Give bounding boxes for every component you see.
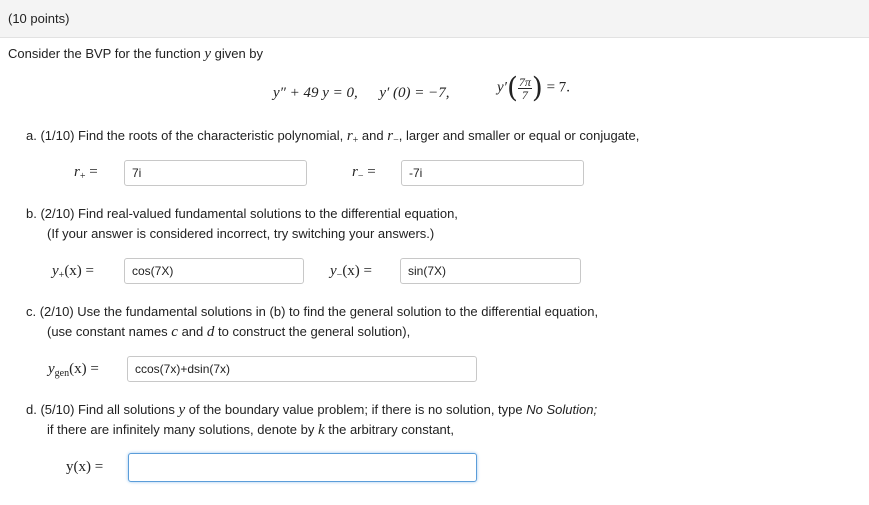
yplus-input[interactable] — [124, 258, 304, 284]
part-c-line1: c. (2/10) Use the fundamental solutions in (b) to find the general solution to the differential equation, — [26, 304, 599, 319]
rplus-inline-sym: r — [346, 128, 353, 144]
rminus-label — [352, 164, 376, 181]
fraction-7pi-over-7 — [518, 76, 532, 101]
ygen-label-sub: gen — [54, 368, 70, 379]
ode: y″ + 49 y = 0, — [273, 85, 358, 101]
rminus-label-eq: = — [367, 164, 376, 180]
right-paren: ) — [531, 71, 543, 104]
intro-var: y — [204, 46, 211, 62]
header-band — [0, 0, 869, 38]
part-d-line2 — [47, 422, 454, 439]
constant-k: k — [317, 422, 325, 438]
bvp-equation — [273, 85, 467, 102]
part-d-line1-mid: of the boundary value problem; if there is no solution, type — [185, 402, 527, 417]
rminus-label-sym: r — [352, 164, 358, 180]
rplus-inline — [347, 128, 358, 144]
no-solution-text: No Solution; — [526, 402, 598, 417]
yplus-label-sym: y — [52, 263, 59, 279]
part-a-prompt — [26, 128, 639, 145]
part-b-line1: b. (2/10) Find real-valued fundamental solutions to the differential equation, — [26, 206, 458, 221]
rplus-label-sub: + — [79, 171, 86, 182]
part-b-line2: (If your answer is considered incorrect, try switching your answers.) — [47, 226, 435, 241]
part-a-text-pre: a. (1/10) Find the roots of the characteristic polynomial, — [26, 128, 347, 143]
y-solution-input[interactable] — [128, 453, 477, 482]
ygen-input[interactable] — [127, 356, 477, 382]
boundary-condition-2 — [497, 71, 571, 104]
rminus-inline — [387, 128, 398, 144]
fraction-denominator: 7 — [521, 87, 528, 102]
part-c-line2-pre: (use constant names — [47, 324, 172, 339]
ygen-label-arg: (x) = — [69, 361, 99, 377]
intro-pre: Consider the BVP for the function — [8, 46, 205, 61]
ygen-label — [48, 361, 99, 378]
part-d-line1 — [26, 402, 597, 419]
yminus-label-sub: − — [336, 270, 343, 281]
constant-c: c — [171, 324, 178, 340]
part-a-text-post: , larger and smaller or equal or conjugate, — [398, 128, 640, 143]
part-d-y: y — [178, 402, 186, 418]
rminus-inline-sym: r — [387, 128, 394, 144]
part-d-line2-post: the arbitrary constant, — [324, 422, 454, 437]
rplus-inline-sub: + — [352, 135, 359, 146]
ygen-label-sym: y — [48, 361, 55, 377]
y-label: y(x) = — [66, 459, 104, 475]
yminus-label-sym: y — [330, 263, 337, 279]
part-c-line2-post: to construct the general solution), — [214, 324, 411, 339]
rminus-inline-sub: − — [393, 135, 399, 146]
rminus-label-sub: − — [357, 171, 364, 182]
part-d-line1-pre: d. (5/10) Find all solutions — [26, 402, 179, 417]
boundary-condition-1: y′ (0) = −7, — [379, 85, 450, 101]
rplus-label-sym: r — [74, 164, 80, 180]
rplus-label-eq: = — [89, 164, 98, 180]
yminus-input[interactable] — [400, 258, 581, 284]
bc2-rhs: = 7. — [546, 79, 571, 96]
bc2-fn: y′ — [497, 79, 507, 96]
problem-intro — [8, 46, 263, 63]
yplus-label-sub: + — [58, 270, 65, 281]
yminus-label-arg: (x) = — [342, 263, 373, 279]
rplus-input[interactable] — [124, 160, 307, 186]
points-label: (10 points) — [8, 11, 70, 26]
constant-d: d — [206, 324, 215, 340]
fraction-numerator: 7π — [518, 74, 531, 89]
part-c-and: and — [177, 324, 207, 339]
rplus-label — [74, 164, 98, 181]
intro-post: given by — [211, 46, 264, 61]
left-paren: ( — [506, 71, 518, 104]
yminus-label — [330, 263, 372, 280]
yplus-label — [52, 263, 94, 280]
yplus-label-arg: (x) = — [64, 263, 95, 279]
part-a-and: and — [358, 128, 388, 143]
rminus-input[interactable] — [401, 160, 584, 186]
part-d-line2-pre: if there are infinitely many solutions, denote by — [47, 422, 318, 437]
part-c-line2 — [47, 324, 410, 341]
